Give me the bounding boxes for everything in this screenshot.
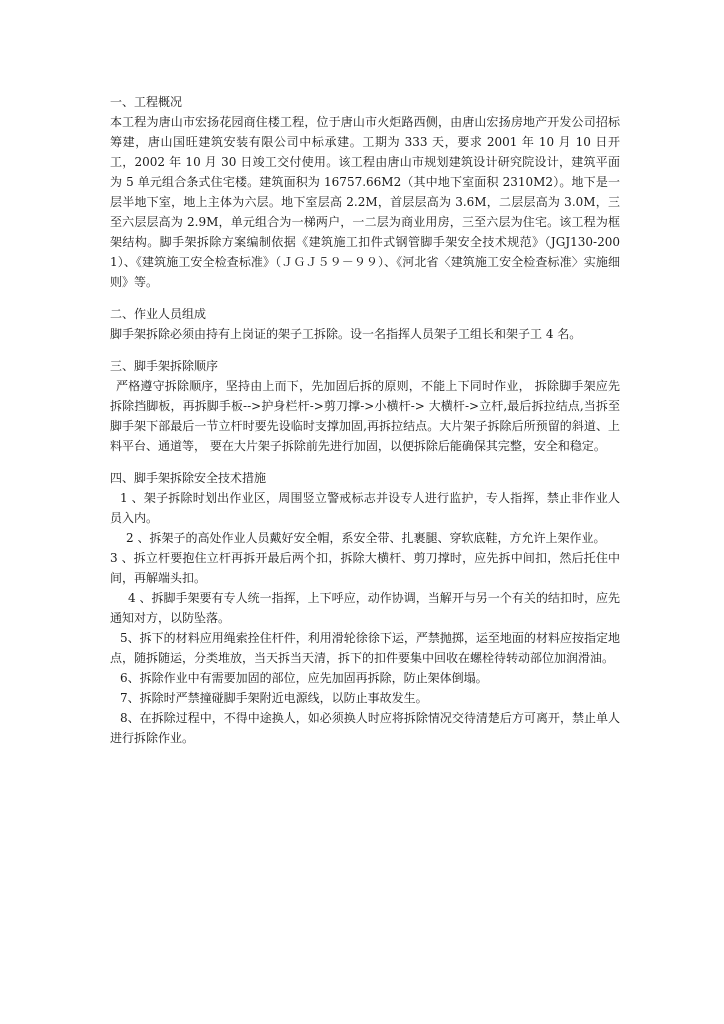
section-heading: 三、脚手架拆除顺序: [110, 359, 219, 373]
list-item: 5、拆下的材料应用绳索拴住杆件，利用滑轮徐徐下运，严禁抛掷，运至地面的材料应按指定地点，随拆随运，分类堆放，当天拆当天清，拆下的扣件要集中回收在螺栓待转动部位加润滑油。: [110, 631, 620, 665]
section-paragraph: 严格遵守拆除顺序，坚持由上而下，先加固后拆的原则，不能上下同时作业， 拆除脚手架应先拆除挡脚板，再拆脚手板-->护身栏杆->剪刀撑->小横杆-> 大横杆->立杆,最后拆拉结点,当拆至脚手架下部最后一节立杆时要先设临时支撑加固,再拆拉结点。大片架子拆除后所预留的斜道、上料平台、通道等， 要在大片架子拆除前先进行加固，以便拆除后能确保其完整，安全和稳定。: [110, 379, 620, 453]
list-item: 3 、拆立杆要抱住立杆再拆开最后两个扣，拆除大横杆、剪刀撑时，应先拆中间扣，然后托住中间，再解端头扣。: [110, 551, 620, 585]
section-safety-measures: [110, 468, 620, 748]
section-paragraph: 本工程为唐山市宏扬花园商住楼工程，位于唐山市火炬路西侧，由唐山宏扬房地产开发公司招标筹建，唐山国旺建筑安装有限公司中标承建。工期为 333 天，要求 2001 年 10 月 10 日开工，2002 年 10 月 30 日竣工交付使用。该工程由唐山市规划建筑设计研究院设计，建筑平面为 5 单元组合条式住宅楼。建筑面积为 16757.66M2（其中地下室面积 2310M2）。地下是一层半地下室，地上主体为六层。地下室层高 2.2M，首层层高为 3.6M，二层层高为 3.0M，三至六层层高为 2.9M，单元组合为一梯两户，一二层为商业用房，三至六层为住宅。该工程为框架结构。脚手架拆除方案编制依据《建筑施工扣件式钢管脚手架安全技术规范》（JGJ130-2001）、《建筑施工安全检查标准》（ＪＧＪ５９－９９）、《河北省〈建筑施工安全检查标准〉实施细则》等。: [110, 115, 620, 289]
section-heading: 二、作业人员组成: [110, 307, 207, 321]
document-page: [110, 92, 620, 760]
list-item: 4 、拆脚手架要有专人统一指挥，上下呼应，动作协调，当解开与另一个有关的结扣时，应先通知对方，以防坠落。: [110, 591, 620, 625]
section-sequence: [110, 356, 620, 456]
list-item: 6、拆除作业中有需要加固的部位，应先加固再拆除，防止架体倒塌。: [120, 671, 488, 685]
section-heading: 一、工程概况: [110, 95, 183, 109]
section-personnel: [110, 304, 620, 344]
section-heading: 四、脚手架拆除安全技术措施: [110, 471, 267, 485]
list-item: 1 、架子拆除时划出作业区，周围竖立警戒标志并设专人进行监护，专人指挥，禁止非作业人员入内。: [110, 491, 620, 525]
list-item: 8、在拆除过程中，不得中途换人，如必须换人时应将拆除情况交待清楚后方可离开，禁止单人进行拆除作业。: [110, 711, 620, 745]
section-overview: [110, 92, 620, 292]
list-item: 7、拆除时严禁撞碰脚手架附近电源线，以防止事故发生。: [120, 691, 428, 705]
section-paragraph: 脚手架拆除必须由持有上岗证的架子工拆除。设一名指挥人员架子工组长和架子工 4 名。: [110, 327, 582, 341]
list-item: 2 、拆架子的高处作业人员戴好安全帽，系安全带、扎裹腿、穿软底鞋，方允许上架作业。: [126, 531, 606, 545]
